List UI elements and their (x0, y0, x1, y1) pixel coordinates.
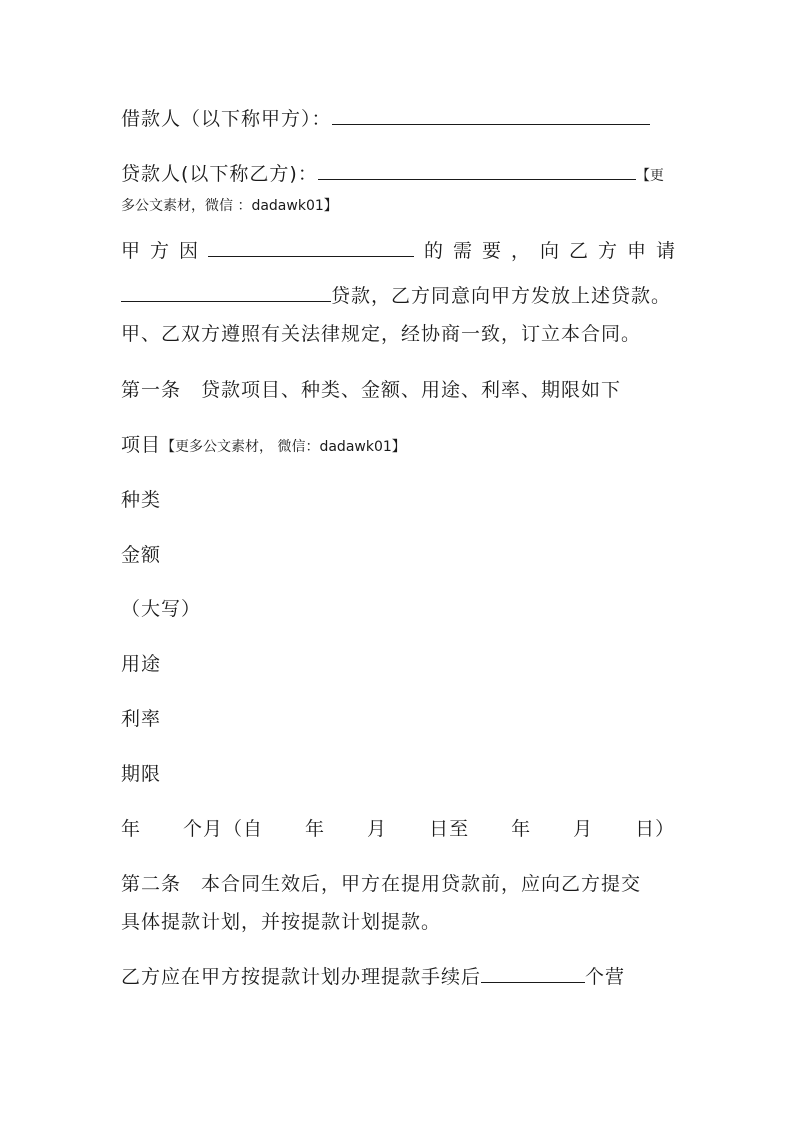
term-months: 个月（自 (183, 818, 264, 840)
item-project: 项目 (121, 434, 162, 456)
intro-line-1 (121, 238, 685, 264)
item-use: 用途 (121, 653, 162, 675)
item-amount-caps: （大写） (121, 598, 202, 620)
article2-line-3 (121, 964, 625, 990)
ad-note-1b: 多公文素材，微信 ：dadawk01】 (121, 198, 338, 214)
article2-line3a: 乙方应在甲方按提款计划办理提款手续后 (121, 966, 482, 988)
term-year2: 年 (305, 818, 326, 840)
term-day-to: 日至 (429, 818, 470, 840)
item-amount: 金额 (121, 544, 162, 566)
intro-part1: 甲方因 (121, 240, 209, 262)
intro-line-3: 甲、乙双方遵照有关法律规定，经协商一致，订立本合同。 (121, 323, 642, 345)
loan-type-blank[interactable] (121, 283, 331, 302)
intro-part3: 贷款，乙方同意向甲方发放上述贷款。 (331, 285, 672, 307)
ad-note-2: 【更多公文素材， 微信：dadawk01】 (161, 439, 406, 455)
item-term: 期限 (121, 763, 162, 785)
borrower-label: 借款人（以下称甲方）： (121, 108, 332, 130)
intro-line-2 (121, 283, 671, 309)
article2-line3b: 个营 (585, 966, 626, 988)
term-date-line (121, 816, 675, 842)
business-days-blank[interactable] (481, 964, 585, 983)
term-month3: 月 (573, 818, 594, 840)
borrower-blank[interactable] (332, 106, 650, 125)
item-type: 种类 (121, 489, 162, 511)
term-year: 年 (121, 818, 142, 840)
lender-line (121, 161, 664, 189)
lender-label: 贷款人(以下称乙方)： (121, 163, 318, 185)
article1-title: 第一条 贷款项目、种类、金额、用途、利率、期限如下 (121, 379, 622, 401)
item-rate: 利率 (121, 708, 162, 730)
article2-line-2: 具体提款计划，并按提款计划提款。 (121, 911, 442, 933)
item-project-line (121, 432, 406, 460)
purpose-blank[interactable] (208, 238, 414, 257)
ad-note-1a: 【更 (635, 168, 664, 184)
term-year3: 年 (511, 818, 532, 840)
intro-part2: 的需要，向乙方申请 (424, 240, 686, 262)
lender-blank[interactable] (318, 161, 636, 180)
borrower-line (121, 106, 650, 132)
term-day-end: 日） (635, 818, 676, 840)
term-month2: 月 (367, 818, 388, 840)
article2-line-1: 第二条 本合同生效后，甲方在提用贷款前，应向乙方提交 (121, 873, 642, 895)
